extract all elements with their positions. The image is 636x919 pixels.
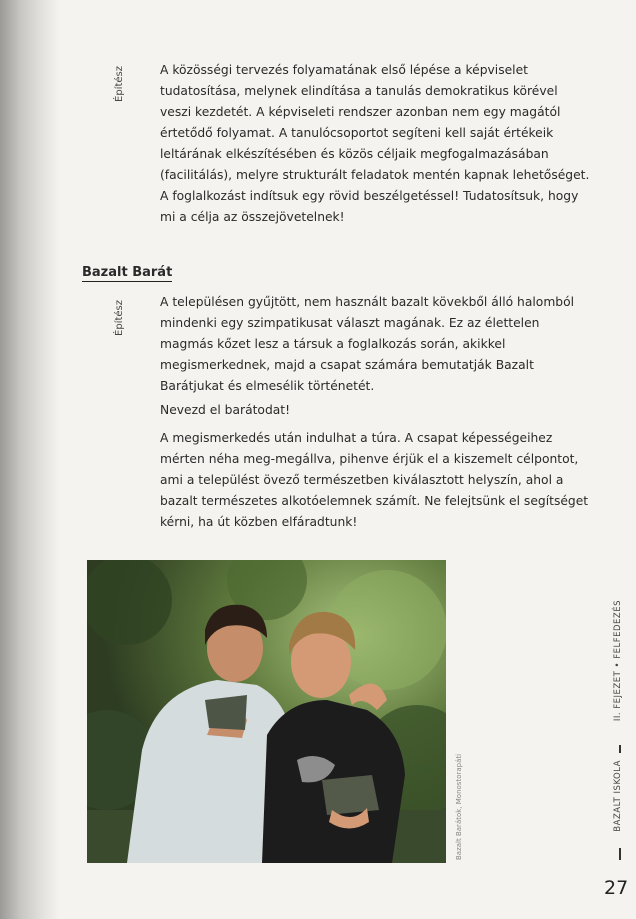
paragraph-basalt-friend: A településen gyűjtött, nem használt bazalt kövekből álló halomból mindenki egy szimpatikusat választ magának. Ez az élettelen magmás kőzet lesz a társuk a foglalkozás során, akikkel megismerkednek, majd a csapat számára bemutatják Bazalt Barátjukat és elmesélik történetét.: [160, 295, 575, 393]
divider-line: [619, 745, 621, 753]
book-spine-shadow: [0, 0, 60, 919]
paragraph-discussion: A foglalkozást indítsuk egy rövid beszélgetéssel! Tudatosítsuk, hogy mi a célja az összejövetelnek!: [160, 189, 579, 224]
chapter-label: II. FEJEZET • FELFEDEZÉS: [613, 600, 623, 722]
paragraph-name-friend: Nevezd el barátodat!: [160, 403, 291, 417]
page-number: 27: [604, 877, 629, 899]
paragraph-hike: A megismerkedés után indulhat a túra. A csapat képességeihez mérten néha meg-megállva, pihenve érjük el a kiszemelt célpontot, ami a települést övező természetben kiválasztott helyszín, ahol a bazalt természetes alkotóelemnek számít. Ne felejtsünk el segítséget kérni, ha út közben elfáradtunk!: [160, 431, 589, 529]
school-label: BAZALT ISKOLA: [613, 760, 623, 832]
section-heading: Bazalt Barát: [82, 265, 173, 280]
divider-line-bottom: [619, 848, 621, 860]
photo-credit: Bazalt Barátok, Monostorapáti: [455, 753, 463, 860]
paragraph-intro: A közösségi tervezés folyamatának első lépése a képviselet tudatosítása, melynek elindítása a tanulás demokratikus körével veszi kezdetét. A képviseleti rendszer azonban nem egy magától értetődő folyamat. A tanulócsoportot segíteni kell saját értékeik leltárának elkészítésében és közös céljaik megfogalmazásában (facilitálás), melyre strukturált feladatok mentén kapnak lehetőséget.: [160, 63, 590, 182]
side-tag-architect-2: Építész: [114, 300, 125, 336]
side-tag-architect: Építész: [114, 66, 125, 102]
photo-two-boys-with-basalt: [87, 560, 446, 863]
